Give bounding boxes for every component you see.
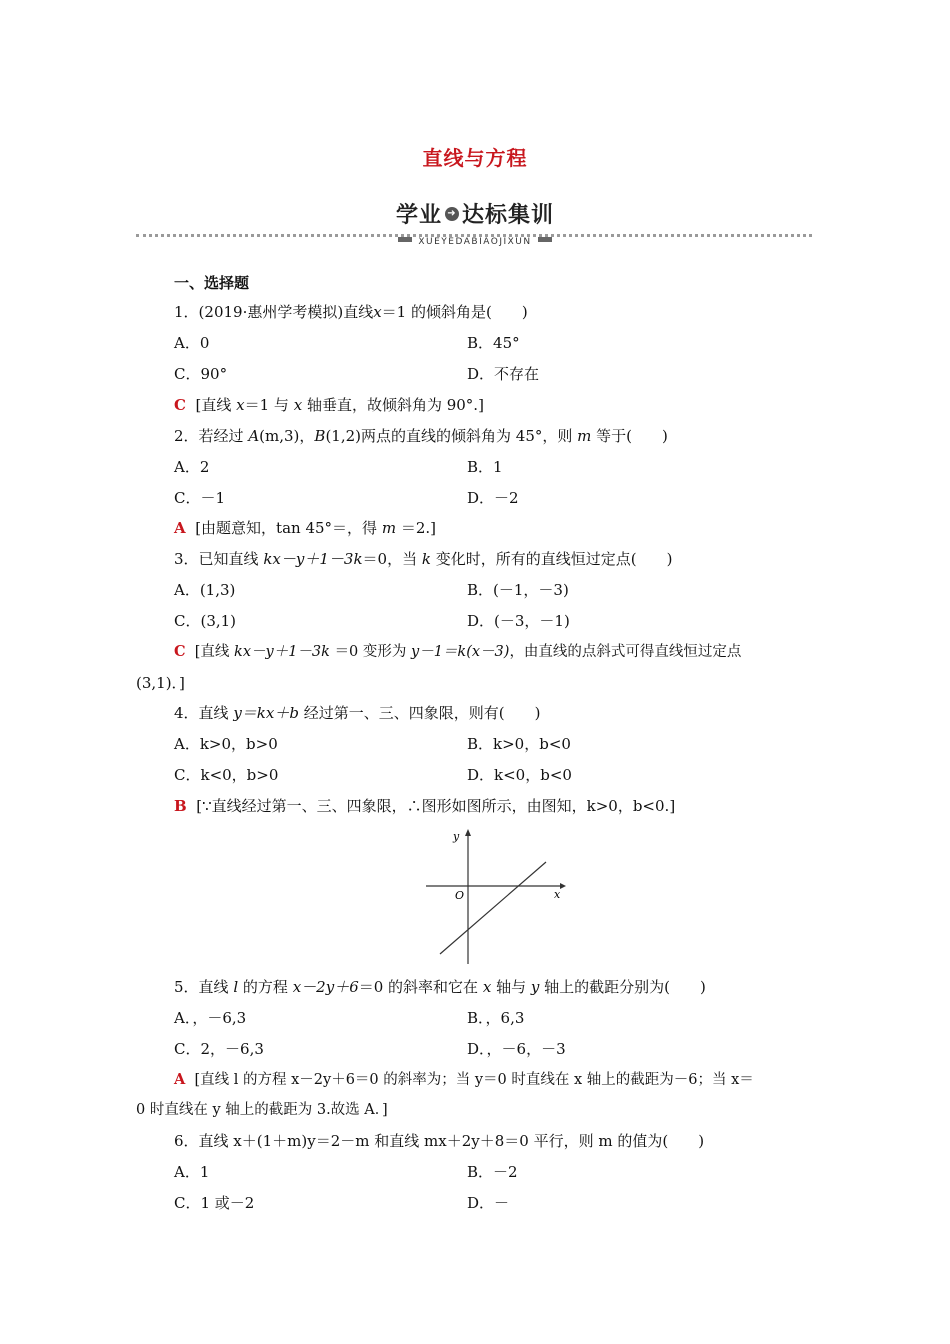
q5-answer: A [直线 l 的方程 x－2y＋6＝0 的斜率为；当 y＝0 时直线在 x 轴上的截距为－6；当 x＝ bbox=[174, 1071, 754, 1088]
q2-answer: A [由题意知，tan 45°＝，得 m ＝2.] bbox=[174, 519, 436, 537]
q3-option-d: D．(－3，－1) bbox=[467, 612, 570, 630]
q1-option-d: D．不存在 bbox=[467, 365, 540, 383]
q5-option-a: A．，－6,3 bbox=[174, 1009, 247, 1027]
page-title: 直线与方程 bbox=[422, 146, 528, 170]
block-right bbox=[538, 237, 552, 242]
q6-option-a: A．1 bbox=[174, 1163, 210, 1181]
q3-answer-cont: (3,1)．] bbox=[136, 674, 185, 692]
q2-option-d: D．－2 bbox=[467, 489, 519, 507]
block-left bbox=[398, 237, 412, 242]
q4-graph bbox=[420, 826, 570, 966]
section-heading: 一、选择题 bbox=[174, 274, 250, 292]
graph-line bbox=[440, 862, 546, 954]
question-6: 6．直线 x＋(1＋m)y＝2－m 和直线 mx＋2y＋8＝0 平行，则 m 的值为( ) bbox=[174, 1132, 705, 1150]
q5-option-d: D．，－6，－3 bbox=[467, 1040, 566, 1058]
q1-option-b: B．45° bbox=[467, 334, 520, 352]
q5-option-b: B．，6,3 bbox=[467, 1009, 525, 1027]
q6-option-d: D．－ bbox=[467, 1194, 510, 1212]
q1-answer: C [直线 x＝1 与 x 轴垂直，故倾斜角为 90°.] bbox=[174, 396, 484, 414]
question-4: 4．直线 y＝kx＋b 经过第一、三、四象限，则有( ) bbox=[174, 704, 541, 722]
q2-option-c: C．－1 bbox=[174, 489, 226, 507]
q3-option-a: A．(1,3) bbox=[174, 581, 236, 599]
banner-sub: XUEYEDABIAOJIXUN bbox=[0, 229, 950, 248]
q5-answer-cont: 0 时直线在 y 轴上的截距为 3.故选 A．] bbox=[136, 1102, 388, 1118]
origin-label: O bbox=[455, 889, 465, 902]
question-5: 5．直线 l 的方程 x－2y＋6＝0 的斜率和它在 x 轴与 y 轴上的截距分别为( ) bbox=[174, 978, 706, 996]
q6-option-c: C．1 或－2 bbox=[174, 1194, 255, 1212]
q2-option-b: B．1 bbox=[467, 458, 503, 476]
q5-option-c: C．2，－6,3 bbox=[174, 1040, 264, 1058]
arrow-icon: ➜ bbox=[445, 207, 459, 221]
q3-option-b: B．(－1，－3) bbox=[467, 581, 569, 599]
q4-option-d: D．k<0，b<0 bbox=[467, 766, 572, 784]
question-2: 2．若经过 A(m,3)，B(1,2)两点的直线的倾斜角为 45°，则 m 等于( ) bbox=[174, 427, 668, 445]
q1-option-c: C．90° bbox=[174, 365, 228, 383]
q3-answer: C [直线 kx－y＋1－3k ＝0 变形为 y－1＝k(x－3)，由直线的点斜式可得直线恒过定点 bbox=[174, 643, 742, 660]
banner-title bbox=[0, 198, 950, 229]
y-axis-arrow bbox=[465, 829, 471, 836]
x-label: x bbox=[554, 888, 561, 901]
banner-main2: 达标集训 bbox=[462, 203, 555, 228]
q3-option-c: C．(3,1) bbox=[174, 612, 237, 630]
q4-option-a: A．k>0，b>0 bbox=[174, 735, 278, 753]
question-3: 3．已知直线 kx－y＋1－3k＝0，当 k 变化时，所有的直线恒过定点( ) bbox=[174, 550, 673, 568]
q6-option-b: B．－2 bbox=[467, 1163, 518, 1181]
q4-option-b: B．k>0，b<0 bbox=[467, 735, 571, 753]
q1-option-a: A．0 bbox=[174, 334, 210, 352]
q4-answer: B [∵直线经过第一、三、四象限，∴图形如图所示，由图知，k>0，b<0.] bbox=[174, 797, 676, 815]
q4-option-c: C．k<0，b>0 bbox=[174, 766, 279, 784]
q2-option-a: A．2 bbox=[174, 458, 210, 476]
section-banner bbox=[0, 198, 950, 248]
y-label: y bbox=[453, 830, 460, 843]
banner-main: 学业 bbox=[395, 203, 442, 228]
question-1: 1．(2019·惠州学考模拟)直线x＝1 的倾斜角是( ) bbox=[174, 303, 528, 321]
x-axis-arrow bbox=[560, 883, 566, 889]
